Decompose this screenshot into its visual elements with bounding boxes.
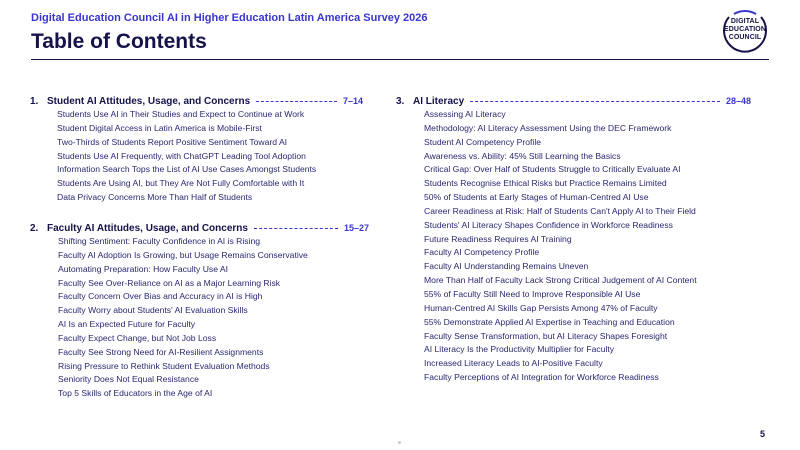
toc-item[interactable]: Critical Gap: Over Half of Students Struggle to Critically Evaluate AI: [424, 164, 681, 175]
toc-item[interactable]: Faculty Concern Over Bias and Accuracy in AI is High: [58, 291, 263, 302]
toc-item[interactable]: Methodology: AI Literacy Assessment Using the DEC Framework: [424, 122, 672, 133]
page-number: 5: [760, 429, 766, 439]
toc-item[interactable]: Seniority Does Not Equal Resistance: [58, 374, 199, 385]
section-title: Student AI Attitudes, Usage, and Concerns: [47, 95, 251, 107]
toc-item[interactable]: Rising Pressure to Rethink Student Evaluation Methods: [58, 360, 270, 371]
toc-item[interactable]: Student AI Competency Profile: [424, 136, 542, 147]
section-page-range: 15–27: [343, 223, 369, 233]
toc-item[interactable]: Faculty See Over-Reliance on AI as a Major Learning Risk: [58, 277, 281, 288]
toc-item[interactable]: AI Is an Expected Future for Faculty: [58, 319, 196, 330]
section-title: Faculty AI Attitudes, Usage, and Concerns: [47, 222, 248, 234]
dotted-leader: [470, 101, 720, 102]
section-number: 2.: [30, 222, 39, 234]
dec-logo: [720, 9, 770, 55]
toc-item[interactable]: Faculty Expect Change, but Not Job Loss: [58, 332, 217, 343]
section-number: 1.: [30, 95, 39, 107]
toc-item[interactable]: Information Search Tops the List of AI Use Cases Amongst Students: [57, 164, 317, 175]
toc-item[interactable]: Awareness vs. Ability: 45% Still Learning the Basics: [424, 150, 621, 161]
toc-item-list: [57, 108, 363, 205]
toc-section-heading[interactable]: [30, 94, 363, 108]
toc-item[interactable]: Two-Thirds of Students Report Positive Sentiment Toward AI: [57, 136, 288, 147]
toc-item[interactable]: Students Use AI in Their Studies and Expect to Continue at Work: [57, 109, 305, 119]
dotted-leader: [256, 101, 337, 102]
toc-section-student: [30, 94, 363, 205]
toc-item-list: [58, 235, 369, 401]
toc-section-faculty: [30, 221, 369, 401]
toc-item[interactable]: Future Readiness Requires AI Training: [424, 233, 572, 244]
toc-item[interactable]: Faculty See Strong Need for AI-Resilient Assignments: [58, 346, 264, 357]
toc-item[interactable]: Students Use AI Frequently, with ChatGPT Leading Tool Adoption: [57, 150, 306, 161]
section-page-range: 7–14: [342, 96, 363, 106]
toc-item[interactable]: Faculty Perceptions of AI Integration for Workforce Readiness: [424, 372, 659, 383]
section-number: 3.: [396, 95, 405, 107]
page-title: Table of Contents: [31, 30, 207, 53]
toc-item[interactable]: 55% of Faculty Still Need to Improve Responsible AI Use: [424, 288, 641, 299]
toc-item[interactable]: Student Digital Access in Latin America is Mobile-First: [57, 122, 262, 133]
toc-item-list: [424, 108, 751, 385]
logo-line-2: EDUCATION: [724, 26, 766, 33]
footer-dot: [398, 441, 401, 444]
logo-line-1: DIGITAL: [730, 18, 760, 25]
toc-item[interactable]: Students' AI Literacy Shapes Confidence in Workforce Readiness: [424, 219, 673, 230]
toc-item[interactable]: Automating Preparation: How Faculty Use AI: [58, 263, 229, 274]
toc-item[interactable]: Faculty AI Competency Profile: [424, 247, 540, 258]
toc-section-ai-literacy: [396, 94, 751, 385]
logo-line-3: COUNCIL: [728, 34, 762, 41]
toc-item[interactable]: Students Are Using AI, but They Are Not Fully Comfortable with It: [57, 178, 305, 189]
toc-section-heading[interactable]: [30, 221, 369, 235]
toc-item[interactable]: Students Recognise Ethical Risks but Practice Remains Limited: [424, 178, 667, 189]
header-divider: [31, 59, 769, 60]
toc-item[interactable]: Faculty AI Adoption Is Growing, but Usage Remains Conservative: [58, 249, 308, 260]
toc-item[interactable]: 50% of Students at Early Stages of Human-Centred AI Use: [424, 192, 649, 203]
toc-item[interactable]: Faculty AI Understanding Remains Uneven: [424, 261, 589, 272]
toc-section-heading[interactable]: [396, 94, 751, 108]
dotted-leader: [254, 228, 338, 229]
toc-item[interactable]: Human-Centred AI Skills Gap Persists Among 47% of Faculty: [424, 302, 658, 313]
toc-item[interactable]: Increased Literacy Leads to AI-Positive Faculty: [424, 358, 603, 369]
toc-item[interactable]: AI Literacy Is the Productivity Multiplier for Faculty: [424, 344, 615, 355]
toc-item[interactable]: 55% Demonstrate Applied AI Expertise in Teaching and Education: [424, 316, 675, 327]
section-page-range: 28–48: [725, 96, 751, 106]
toc-item[interactable]: Assessing AI Literacy: [424, 109, 506, 119]
toc-item[interactable]: More Than Half of Faculty Lack Strong Critical Judgement of AI Content: [424, 275, 697, 286]
toc-item[interactable]: Faculty Sense Transformation, but AI Literacy Shapes Foresight: [424, 330, 668, 341]
toc-item[interactable]: Top 5 Skills of Educators in the Age of AI: [58, 388, 213, 399]
section-title: AI Literacy: [413, 95, 465, 107]
toc-item[interactable]: Data Privacy Concerns More Than Half of Students: [57, 192, 253, 203]
toc-item[interactable]: Faculty Worry about Students' AI Evaluation Skills: [58, 305, 248, 316]
toc-item[interactable]: Career Readiness at Risk: Half of Students Can't Apply AI to Their Field: [424, 205, 696, 216]
toc-item[interactable]: Shifting Sentiment: Faculty Confidence in AI is Rising: [58, 236, 261, 246]
survey-title: Digital Education Council AI in Higher Education Latin America Survey 2026: [31, 12, 428, 24]
